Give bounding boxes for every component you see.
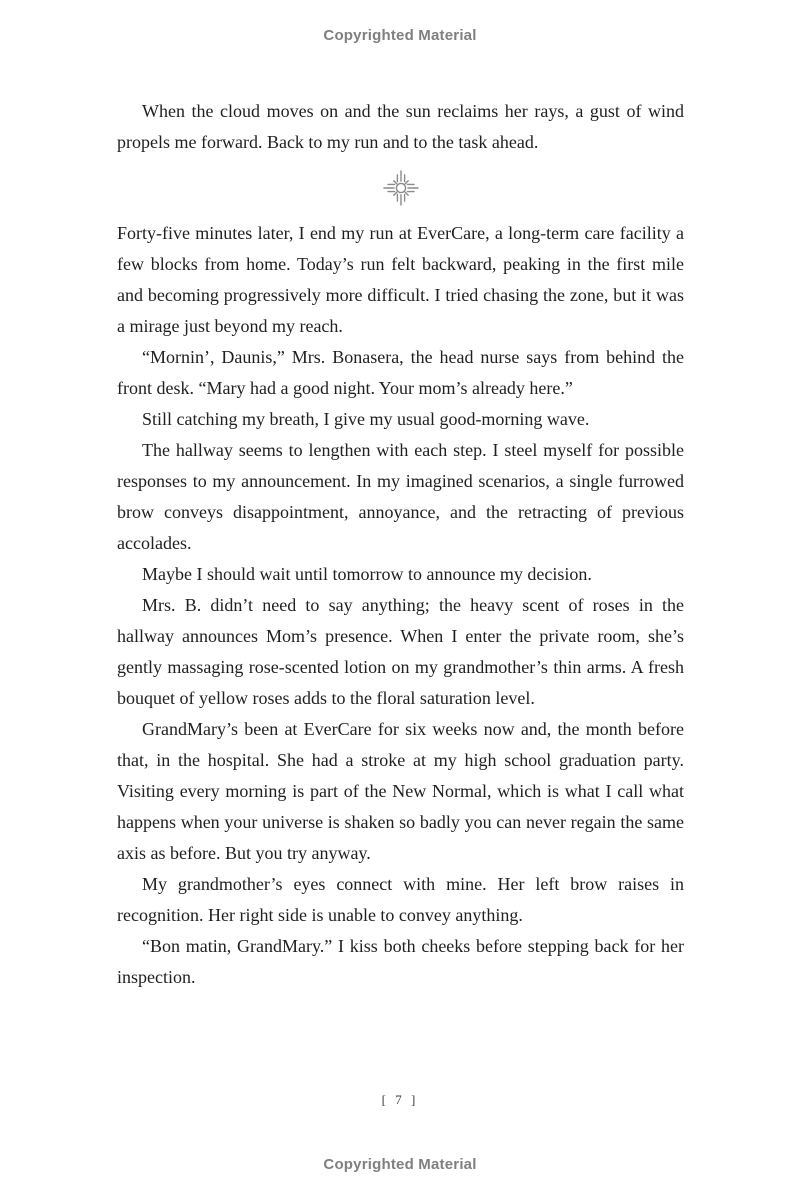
- paragraph: Maybe I should wait until tomorrow to announce my decision.: [142, 564, 592, 584]
- paragraph: Forty-five minutes later, I end my run at EverCare, a long-term care facility a few blocks from home. Today’s run felt backward, peaking in the first mile and becoming progressively more difficult. I tried chasing the zone, but it was a mirage just beyond my reach.: [117, 223, 684, 336]
- paragraph: “Bon matin, GrandMary.” I kiss both cheeks before stepping back for her inspection.: [117, 936, 684, 987]
- sun-icon: [383, 170, 419, 206]
- paragraph: Still catching my breath, I give my usual good-morning wave.: [142, 409, 590, 429]
- sun-ornament-section-break: [117, 158, 684, 218]
- paragraph: “Mornin’, Daunis,” Mrs. Bonasera, the head nurse says from behind the front desk. “Mary had a good night. Your mom’s already here.”: [117, 347, 684, 398]
- paragraph: When the cloud moves on and the sun reclaims her rays, a gust of wind propels me forward. Back to my run and to the task ahead.: [117, 101, 684, 152]
- paragraph: My grandmother’s eyes connect with mine. Her left brow raises in recognition. Her right side is unable to convey anything.: [117, 874, 684, 925]
- copyright-notice-top: Copyrighted Material: [323, 27, 477, 44]
- paragraph: GrandMary’s been at EverCare for six weeks now and, the month before that, in the hospital. She had a stroke at my high school graduation party. Visiting every morning is part of the New Normal, which is what I call what happens when your universe is shaken so badly you can never regain the same axis as before. But you try anyway.: [117, 719, 684, 863]
- body-text: [117, 96, 684, 993]
- page-number: [ 7 ]: [381, 1092, 419, 1107]
- paragraph: Mrs. B. didn’t need to say anything; the heavy scent of roses in the hallway announces Mom’s presence. When I enter the private room, she’s gently massaging rose-scented lotion on my grandmother’s thin arms. A fresh bouquet of yellow roses adds to the floral saturation level.: [117, 595, 684, 708]
- paragraph: The hallway seems to lengthen with each step. I steel myself for possible responses to my announcement. In my imagined scenarios, a single furrowed brow conveys disappointment, annoyance, and the retracting of previous accolades.: [117, 440, 684, 553]
- copyright-notice-bottom: Copyrighted Material: [323, 1156, 477, 1173]
